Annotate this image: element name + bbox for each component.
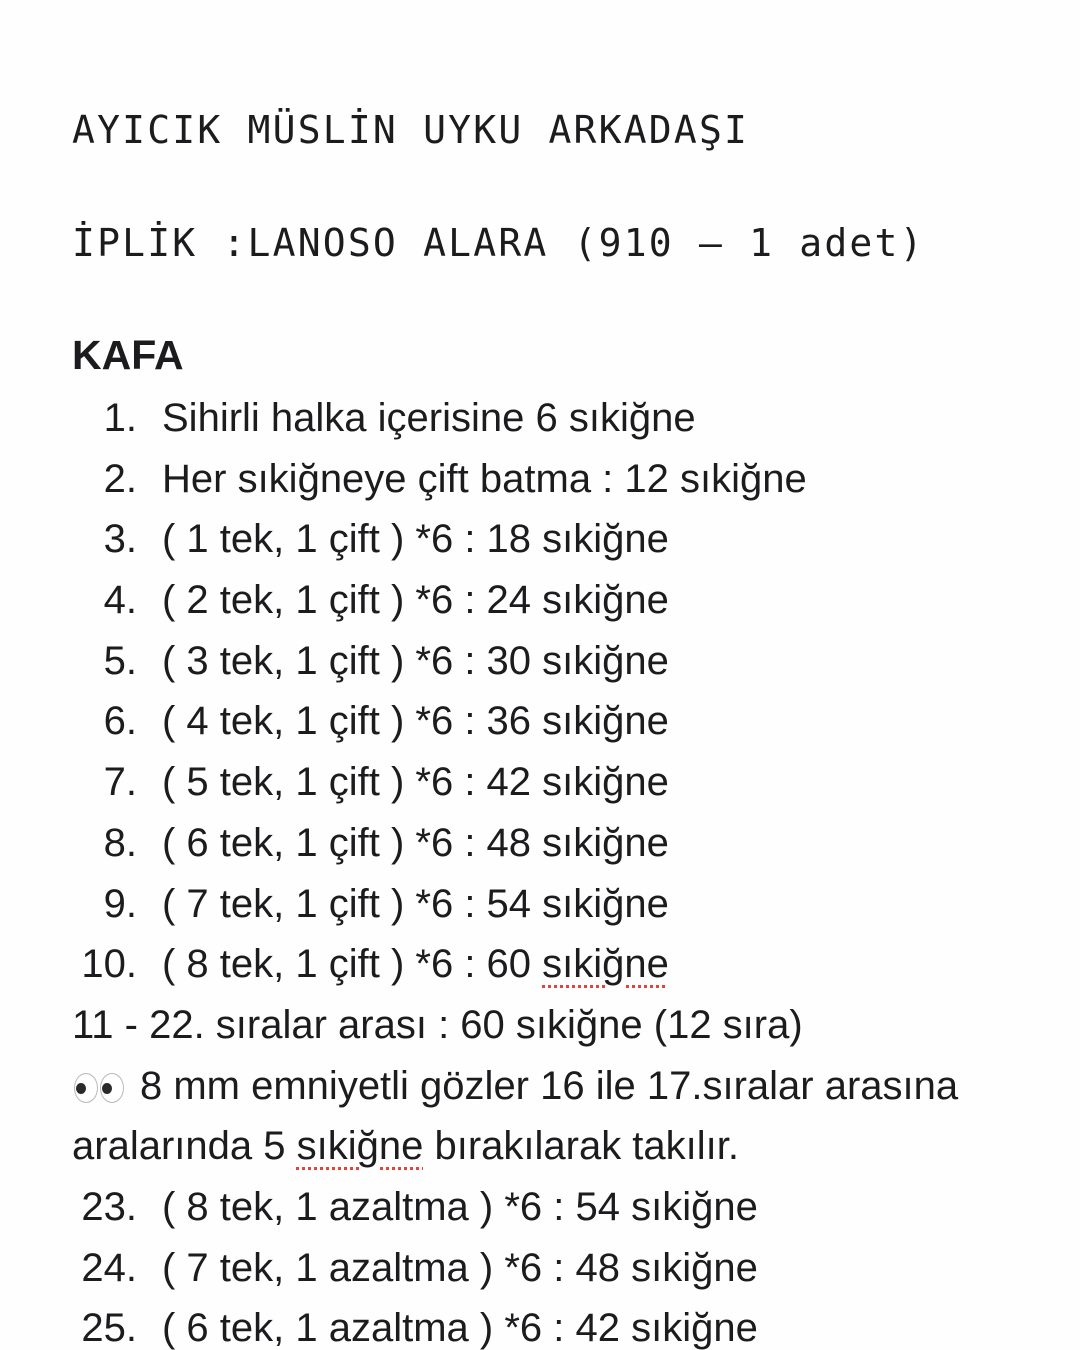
row-text: ( 4 tek, 1 çift ) *6 : 36 sıkiğne <box>162 699 669 744</box>
row-text: ( 7 tek, 1 azaltma ) *6 : 48 sıkiğne <box>162 1245 758 1290</box>
row-number: 6. <box>103 699 137 744</box>
list-item <box>0 1302 1080 1350</box>
list-item <box>0 878 1080 939</box>
row-text <box>162 938 669 990</box>
row-text: ( 8 tek, 1 azaltma ) *6 : 54 sıkiğne <box>162 1185 758 1229</box>
list-item <box>0 938 1080 999</box>
list-item <box>0 756 1080 817</box>
row-number: 3. <box>103 517 137 562</box>
row-number: 5. <box>103 638 137 683</box>
row-text: ( 3 tek, 1 çift ) *6 : 30 sıkiğne <box>162 638 669 683</box>
section-heading: KAFA <box>72 332 184 378</box>
list-item <box>0 635 1080 696</box>
list-item <box>0 1181 1080 1242</box>
yarn-info: İPLİK :LANOSO ALARA (910 – 1 adet) <box>72 221 925 265</box>
row-text-main: ( 8 tek, 1 çift ) *6 : 60 <box>162 942 543 987</box>
list-item <box>0 513 1080 574</box>
row-number: 7. <box>103 760 137 805</box>
row-text: Her sıkiğneye çift batma : 12 sıkiğne <box>162 456 807 501</box>
pattern-rows <box>0 392 1080 999</box>
row-number: 4. <box>103 578 137 623</box>
misspelled-word[interactable]: sıkiğne <box>296 1124 424 1168</box>
row-number: 2. <box>103 456 137 501</box>
document-title: AYICIK MÜSLİN UYKU ARKADAŞI <box>72 108 750 152</box>
list-item <box>0 817 1080 878</box>
row-text: ( 6 tek, 1 çift ) *6 : 48 sıkiğne <box>162 820 669 865</box>
list-item <box>0 392 1080 453</box>
list-item <box>0 453 1080 514</box>
row-number: 8. <box>103 820 137 865</box>
list-item <box>0 574 1080 635</box>
eyes-note-before: aralarında 5 <box>72 1124 297 1168</box>
row-text: ( 1 tek, 1 çift ) *6 : 18 sıkiğne <box>162 517 669 562</box>
eye-left <box>74 1073 98 1103</box>
row-number: 10. <box>81 942 137 987</box>
eyes-note-line-1 <box>72 1060 958 1112</box>
list-item <box>0 1242 1080 1303</box>
eyes-note-line-2 <box>72 1120 739 1172</box>
row-number: 24. <box>81 1245 137 1290</box>
row-number: 25. <box>81 1306 137 1350</box>
row-number: 1. <box>103 396 137 440</box>
eyes-note-after: bırakılarak takılır. <box>423 1124 740 1168</box>
misspelled-word[interactable]: sıkiğne <box>542 942 669 987</box>
row-number: 23. <box>81 1185 137 1229</box>
row-number: 9. <box>103 881 137 926</box>
row-text: ( 6 tek, 1 azaltma ) *6 : 42 sıkiğne <box>162 1306 758 1350</box>
rows-range-line: 11 - 22. sıralar arası : 60 sıkiğne (12 sıra) <box>72 1003 803 1047</box>
row-text: ( 5 tek, 1 çift ) *6 : 42 sıkiğne <box>162 760 669 805</box>
row-text: ( 7 tek, 1 çift ) *6 : 54 sıkiğne <box>162 881 669 926</box>
eyes-emoji-icon <box>72 1073 126 1103</box>
row-text: Sihirli halka içerisine 6 sıkiğne <box>162 396 696 440</box>
eyes-note-text: 8 mm emniyetli gözler 16 ile 17.sıralar arasına <box>140 1064 959 1108</box>
row-text: ( 2 tek, 1 çift ) *6 : 24 sıkiğne <box>162 578 669 623</box>
eye-right <box>100 1073 124 1103</box>
pattern-rows-decrease <box>0 1181 1080 1350</box>
list-item <box>0 695 1080 756</box>
